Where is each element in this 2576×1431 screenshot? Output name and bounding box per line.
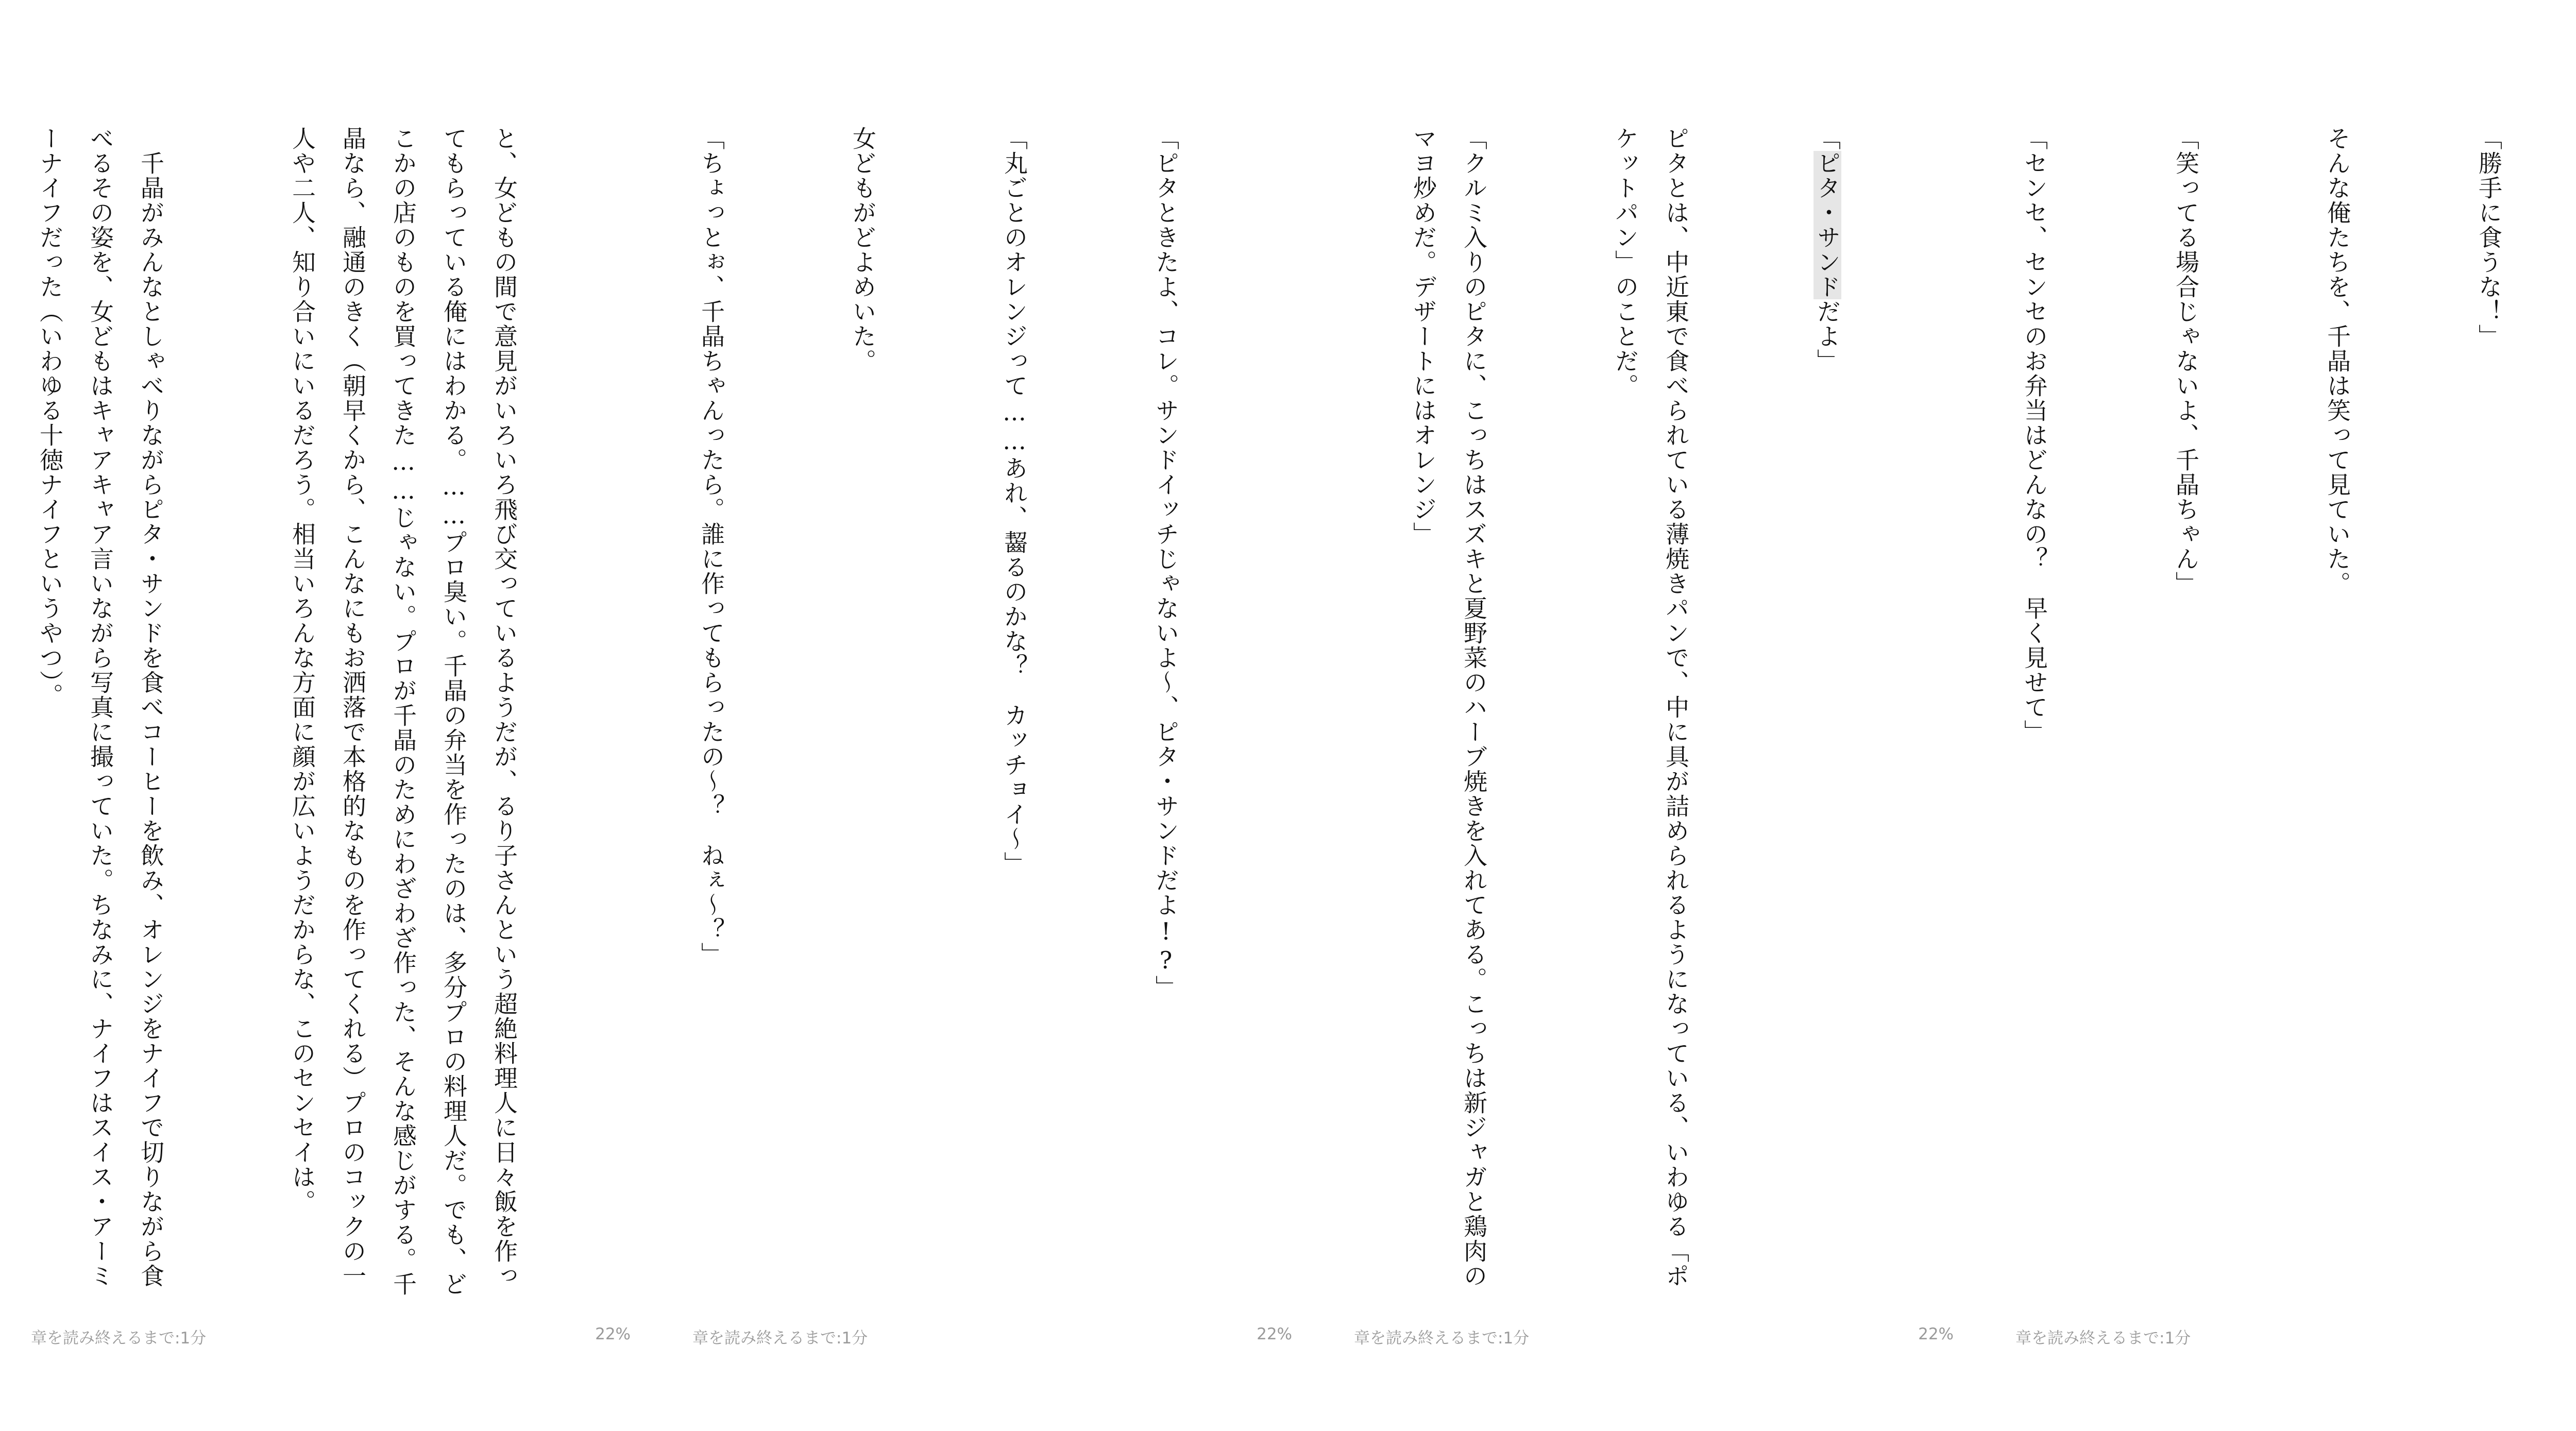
text-line: そんな俺たちを、千晶は笑って見ていた。	[2324, 126, 2351, 596]
reading-progress: 22%	[1257, 1325, 1292, 1343]
page-4-text	[31, 126, 631, 1311]
chapter-remaining-time: 章を読み終えるまで:1分	[2015, 1329, 2191, 1348]
reader-page-1[interactable]	[1985, 0, 2576, 1431]
selected-text-highlight[interactable]: ピタ・サンド	[1814, 151, 1841, 299]
page-3-text	[692, 126, 1292, 1311]
page-1-text	[2015, 126, 2576, 1311]
page-2-text	[1354, 126, 1954, 1311]
text-line: 「笑ってる場合じゃないよ、千晶ちゃん」	[2172, 126, 2200, 596]
chapter-remaining-time: 章を読み終えるまで:1分	[1354, 1329, 1530, 1348]
reading-progress: 22%	[595, 1325, 631, 1343]
text-line: ピタとは、中近東で食べられている薄焼きパンで、中に具が詰められるようになっている、いわゆる「ポケットパン」のことだ。	[1612, 126, 1690, 1288]
text-fragment: だよ」	[1814, 299, 1841, 373]
reader-page-4[interactable]	[0, 0, 662, 1431]
text-line: 「センセ、センセのお弁当はどんなの？ 早く見せて」	[2021, 126, 2048, 744]
reading-progress: 22%	[1918, 1325, 1954, 1343]
text-line: 千晶がみんなとしゃべりながらピタ・サンドを食べコーヒーを飲み、オレンジをナイフで切りながら食べるその姿を、女どもはキャアキャア言いながら写真に撮っていた。ちなみに、ナイフはスイス・アーミーナイフだった（いわゆる十徳ナイフというやつ）。	[36, 126, 165, 1288]
chapter-remaining-time: 章を読み終えるまで:1分	[692, 1329, 868, 1348]
text-line: 「ピタときたよ、コレ。サンドイッチじゃないよ〜、ピタ・サンドだよ!?」	[1152, 126, 1180, 1000]
text-line: 「ピタ・サンドだよ」	[1814, 126, 1841, 373]
chapter-remaining-time: 章を読み終えるまで:1分	[31, 1329, 207, 1348]
text-line: 女どもがどよめいた。	[849, 126, 877, 373]
text-line: 「ちょっとぉ、千晶ちゃんったら。誰に作ってもらったの〜？ ねぇ〜？」	[698, 126, 725, 967]
text-line: 「丸ごとのオレンジって……あれ、齧るのかな？ カッチョイ〜」	[1001, 126, 1028, 876]
reader-page-2[interactable]	[1323, 0, 1985, 1431]
text-line: 「勝手に食うな！」	[2475, 126, 2503, 349]
reader-page-3[interactable]	[662, 0, 1323, 1431]
text-line: 「クルミ入りのピタに、こっちはスズキと夏野菜のハーブ焼きを入れてある。こっちは新ジャガと鶏肉のマヨ炒めだ。デザートにはオレンジ」	[1410, 126, 1488, 1288]
text-line: と、女どもの間で意見がいろいろ飛び交っているようだが、るり子さんという超絶料理人に日々飯を作ってもらっている俺にはわかる。……プロ臭い。千晶の弁当を作ったのは、多分プロの料理人だ。でも、どこかの店のものを買ってきた……じゃない。プロが千晶のためにわざわざ作った、そんな感じがする。千晶なら、融通のきく（朝早くから、こんなにもお洒落で本格的なものを作ってくれる）プロのコックの一人や二人、知り合いにいるだろう。相当いろんな方面に顔が広いようだからな、このセンセイは。	[289, 126, 518, 1297]
